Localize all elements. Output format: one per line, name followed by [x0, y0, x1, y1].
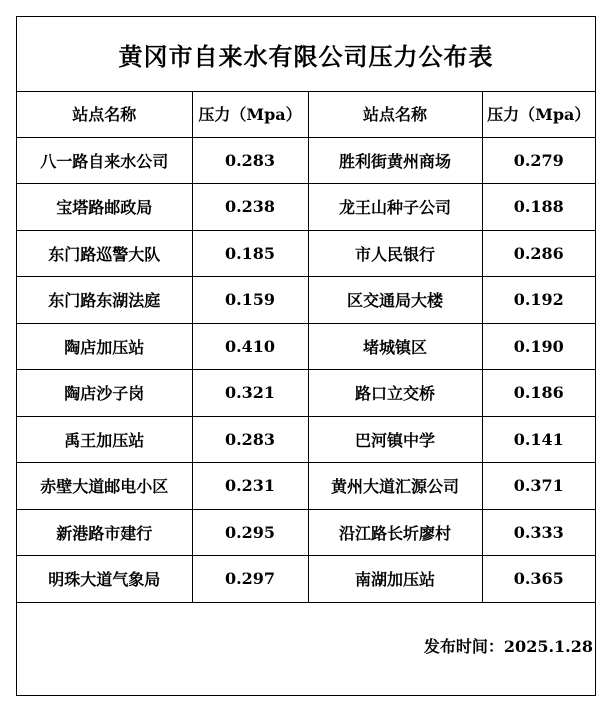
pressure-left: 0.238 [192, 184, 308, 231]
station-name-right: 路口立交桥 [308, 370, 482, 417]
station-name-left: 禹王加压站 [17, 416, 192, 463]
station-name-right: 堵城镇区 [308, 323, 482, 370]
table-row [17, 463, 595, 510]
pressure-right: 0.141 [482, 416, 595, 463]
pressure-left: 0.283 [192, 416, 308, 463]
station-name-right: 巴河镇中学 [308, 416, 482, 463]
pressure-right: 0.365 [482, 556, 595, 603]
table-row [17, 230, 595, 277]
pressure-table-frame [16, 16, 596, 696]
pressure-right: 0.286 [482, 230, 595, 277]
pressure-right: 0.186 [482, 370, 595, 417]
pressure-left: 0.410 [192, 323, 308, 370]
station-name-right: 区交通局大楼 [308, 277, 482, 324]
station-name-right: 沿江路长圻廖村 [308, 509, 482, 556]
station-name-left: 新港路市建行 [17, 509, 192, 556]
station-name-right: 胜利街黄州商场 [308, 137, 482, 184]
station-name-right: 龙王山种子公司 [308, 184, 482, 231]
station-name-left: 八一路自来水公司 [17, 137, 192, 184]
station-name-right: 黄州大道汇源公司 [308, 463, 482, 510]
pressure-right: 0.371 [482, 463, 595, 510]
station-name-right: 市人民银行 [308, 230, 482, 277]
header-row [17, 91, 595, 137]
pressure-right: 0.188 [482, 184, 595, 231]
table-row [17, 137, 595, 184]
station-name-left: 陶店加压站 [17, 323, 192, 370]
pressure-right: 0.192 [482, 277, 595, 324]
header-pressure-right: 压力（Mpa） [482, 91, 595, 137]
pressure-left: 0.295 [192, 509, 308, 556]
header-station-name-left: 站点名称 [17, 91, 192, 137]
pressure-left: 0.231 [192, 463, 308, 510]
pressure-left: 0.185 [192, 230, 308, 277]
pressure-table [17, 91, 595, 603]
table-row [17, 184, 595, 231]
table-row [17, 370, 595, 417]
station-name-left: 宝塔路邮政局 [17, 184, 192, 231]
table-row [17, 556, 595, 603]
pressure-right: 0.279 [482, 137, 595, 184]
station-name-right: 南湖加压站 [308, 556, 482, 603]
station-name-left: 明珠大道气象局 [17, 556, 192, 603]
publish-time: 发布时间：2025.1.28 [423, 637, 593, 656]
header-pressure-left: 压力（Mpa） [192, 91, 308, 137]
pressure-left: 0.321 [192, 370, 308, 417]
table-row [17, 416, 595, 463]
table-row [17, 323, 595, 370]
pressure-left: 0.283 [192, 137, 308, 184]
pressure-right: 0.190 [482, 323, 595, 370]
table-row [17, 277, 595, 324]
header-station-name-right: 站点名称 [308, 91, 482, 137]
pressure-right: 0.333 [482, 509, 595, 556]
station-name-left: 东门路巡警大队 [17, 230, 192, 277]
station-name-left: 赤壁大道邮电小区 [17, 463, 192, 510]
pressure-left: 0.297 [192, 556, 308, 603]
station-name-left: 东门路东湖法庭 [17, 277, 192, 324]
station-name-left: 陶店沙子岗 [17, 370, 192, 417]
page-title: 黄冈市自来水有限公司压力公布表 [17, 17, 595, 92]
pressure-left: 0.159 [192, 277, 308, 324]
table-row [17, 509, 595, 556]
